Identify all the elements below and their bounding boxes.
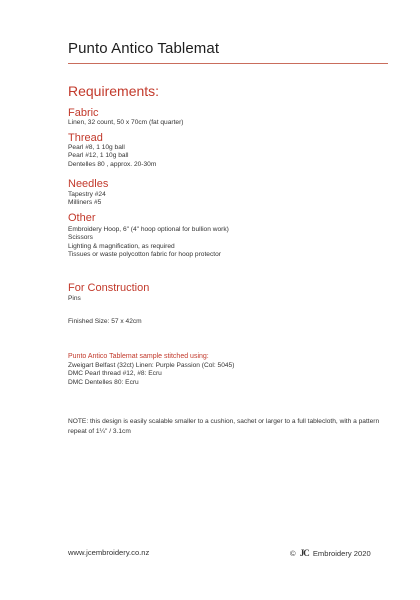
thread-list bbox=[68, 144, 156, 169]
construction-item: Pins bbox=[68, 295, 81, 302]
needles-heading: Needles bbox=[68, 178, 109, 190]
fabric-item: Linen, 32 count, 50 x 70cm (fat quarter) bbox=[68, 119, 184, 126]
sample-item: Zweigart Belfast (32ct) Linen: Purple Passion (Col: 5045) bbox=[68, 362, 235, 369]
sample-heading: Punto Antico Tablemat sample stitched using: bbox=[68, 353, 209, 360]
other-item: Lighting & magnification, as required bbox=[68, 242, 175, 250]
brand-text: Embroidery 2020 bbox=[312, 549, 371, 558]
thread-item: Pearl #8, 1 10g ball bbox=[68, 144, 125, 151]
scalability-note: NOTE: this design is easily scalable smaller to a cushion, sachet or larger to a full tablecloth, with a pattern repeat of 1¼" / 3.1cm bbox=[68, 418, 380, 435]
construction-heading: For Construction bbox=[68, 282, 150, 294]
page-title: Punto Antico Tablemat bbox=[68, 40, 220, 57]
needles-item: Tapestry #24 bbox=[68, 191, 106, 198]
needles-item: Milliners #5 bbox=[68, 199, 102, 207]
sample-item: DMC Pearl thread #12, #8: Ecru bbox=[68, 370, 162, 378]
finished-size: Finished Size: 57 x 42cm bbox=[68, 318, 142, 325]
needles-list bbox=[68, 191, 106, 208]
copyright-symbol: © bbox=[290, 549, 296, 558]
footer-brand bbox=[290, 548, 371, 558]
fabric-list bbox=[68, 119, 183, 127]
jc-logo: JC bbox=[299, 548, 309, 558]
other-item: Tissues or waste polycotton fabric for hoop protector bbox=[68, 250, 221, 258]
construction-list bbox=[68, 295, 81, 303]
requirements-heading: Requirements: bbox=[68, 83, 160, 99]
title-divider bbox=[68, 63, 388, 64]
other-item: Embroidery Hoop, 6" (4" hoop optional for bullion work) bbox=[68, 226, 229, 233]
thread-heading: Thread bbox=[68, 132, 103, 144]
website-text: www.jcembroidery.co.nz bbox=[68, 548, 150, 557]
thread-item: Dentelles 80 , approx. 20-30m bbox=[68, 160, 157, 168]
other-list bbox=[68, 226, 229, 259]
sample-list bbox=[68, 362, 234, 387]
other-item: Scissors bbox=[68, 234, 93, 242]
fabric-heading: Fabric bbox=[68, 107, 99, 119]
thread-item: Pearl #12, 1 10g ball bbox=[68, 152, 129, 160]
other-heading: Other bbox=[68, 212, 96, 224]
sample-item: DMC Dentelles 80: Ecru bbox=[68, 378, 139, 386]
